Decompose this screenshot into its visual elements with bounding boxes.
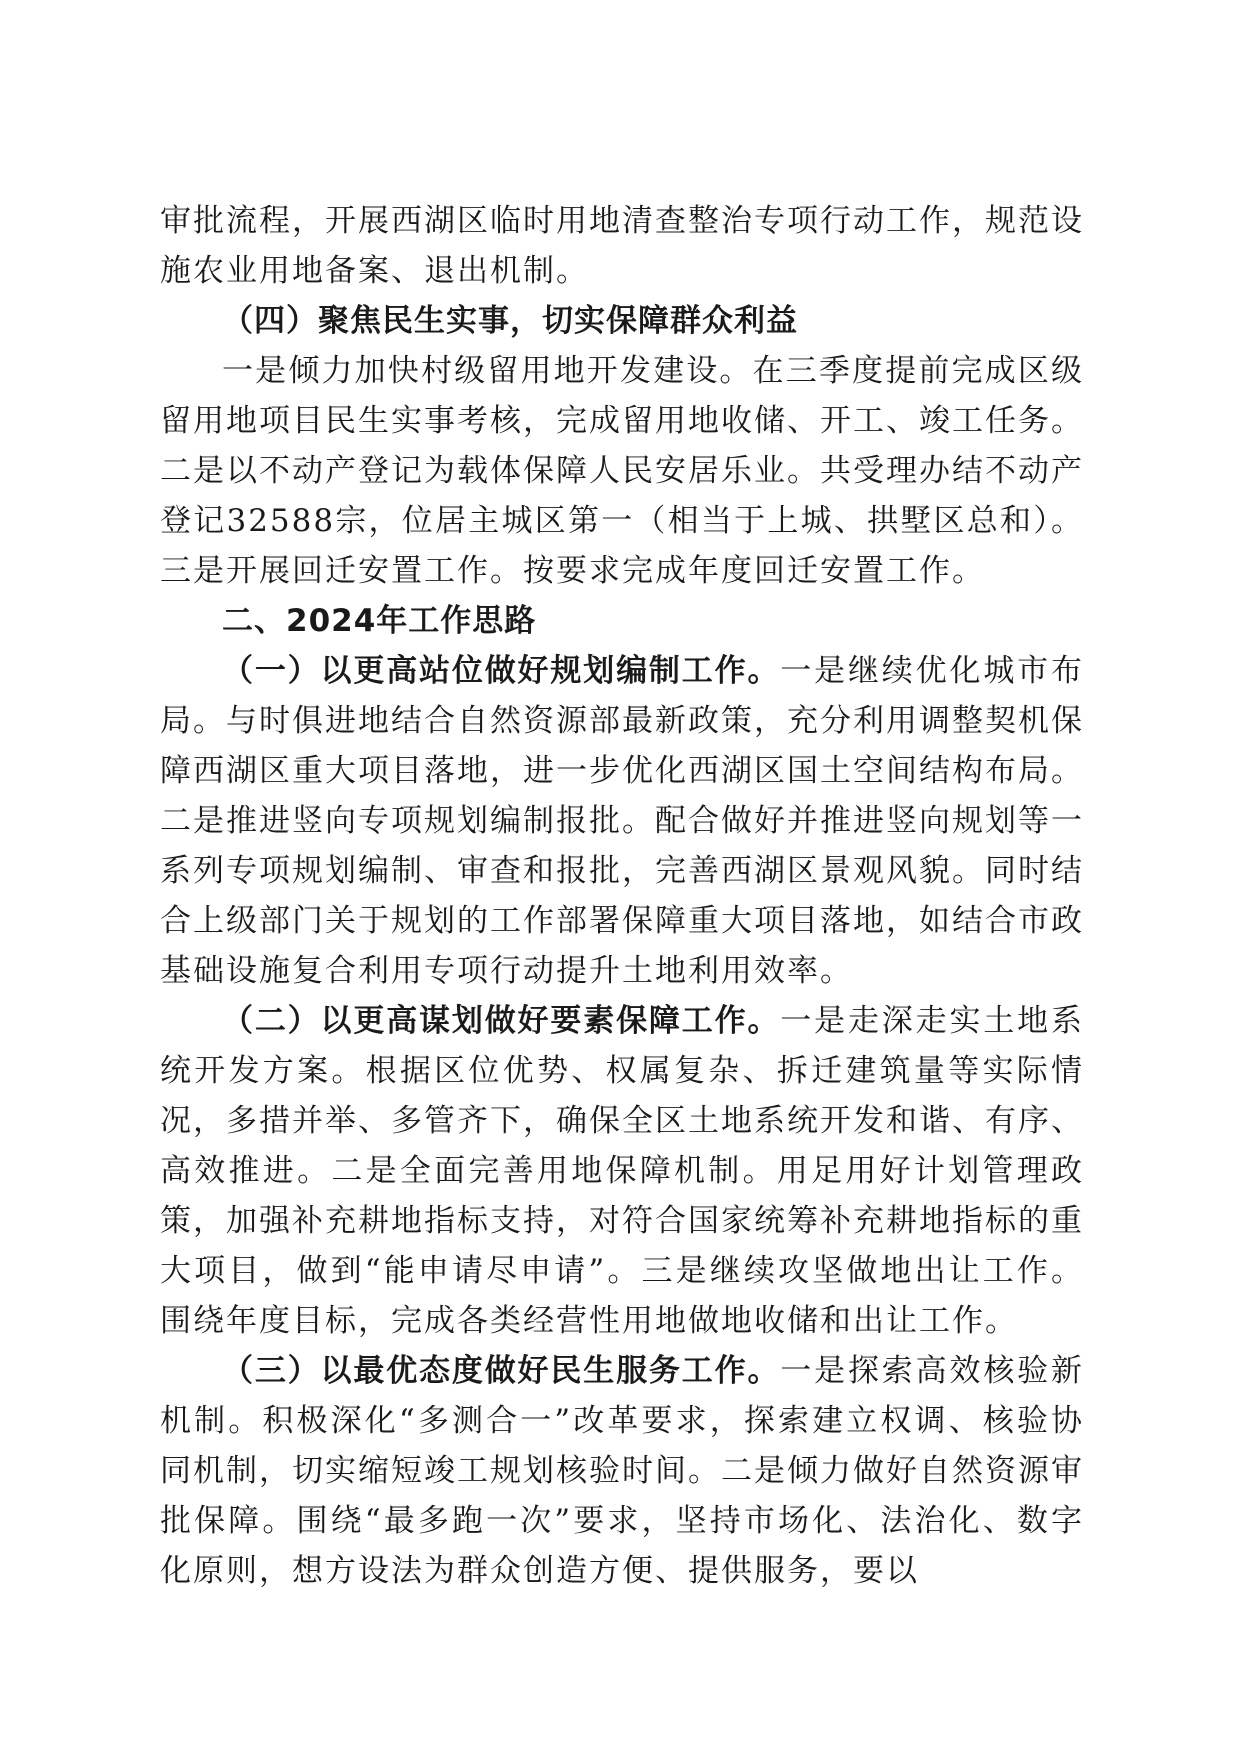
paragraph-continuation: 审批流程，开展西湖区临时用地清查整治专项行动工作，规范设施农业用地备案、退出机制。 [160, 203, 1084, 289]
subheading-text: （四）聚焦民生实事，切实保障群众利益 [222, 303, 798, 339]
paragraph-body: 一是走深走实土地系统开发方案。根据区位优势、权属复杂、拆迁建筑量等实际情况，多措并举、多管齐下，确保全区土地系统开发和谐、有序、高效推进。二是全面完善用地保障机制。用足用好计划管理政策，加强补充耕地指标支持，对符合国家统筹补充耕地指标的重大项目，做到“能申请尽申请”。三是继续攻坚做地出让工作。围绕年度目标，完成各类经营性用地做地收储和出让工作。 [160, 1003, 1085, 1339]
paragraph-body: 一是继续优化城市布局。与时俱进地结合自然资源部最新政策，充分利用调整契机保障西湖区重大项目落地，进一步优化西湖区国土空间结构布局。二是推进竖向专项规划编制报批。配合做好并推进竖向规划等一系列专项规划编制、审查和报批，完善西湖区景观风貌。同时结合上级部门关于规划的工作部署保障重大项目落地，如结合市政基础设施复合利用专项行动提升土地利用效率。 [160, 653, 1085, 989]
section-heading-2024: 二、2024年工作思路 [222, 603, 537, 639]
paragraph-factor-guarantee [160, 996, 1084, 1346]
paragraph-planning [160, 646, 1084, 996]
document-page [160, 196, 1084, 1596]
paragraph-lead: （三）以最优态度做好民生服务工作。 [222, 1353, 781, 1389]
paragraph-body: 一是探索高效核验新机制。积极深化“多测合一”改革要求，探索建立权调、核验协同机制，切实缩短竣工规划核验时间。二是倾力做好自然资源审批保障。围绕“最多跑一次”要求，坚持市场化、法治化、数字化原则，想方设法为群众创造方便、提供服务，要以 [160, 1353, 1085, 1589]
paragraph-livelihood: 一是倾力加快村级留用地开发建设。在三季度提前完成区级留用地项目民生实事考核，完成留用地收储、开工、竣工任务。二是以不动产登记为载体保障人民安居乐业。共受理办结不动产登记32588宗，位居主城区第一（相当于上城、拱墅区总和）。三是开展回迁安置工作。按要求完成年度回迁安置工作。 [160, 353, 1084, 589]
subheading-four [160, 296, 1084, 346]
paragraph-public-service [160, 1346, 1084, 1596]
paragraph-lead: （一）以更高站位做好规划编制工作。 [222, 653, 781, 689]
paragraph-lead: （二）以更高谋划做好要素保障工作。 [222, 1003, 781, 1039]
